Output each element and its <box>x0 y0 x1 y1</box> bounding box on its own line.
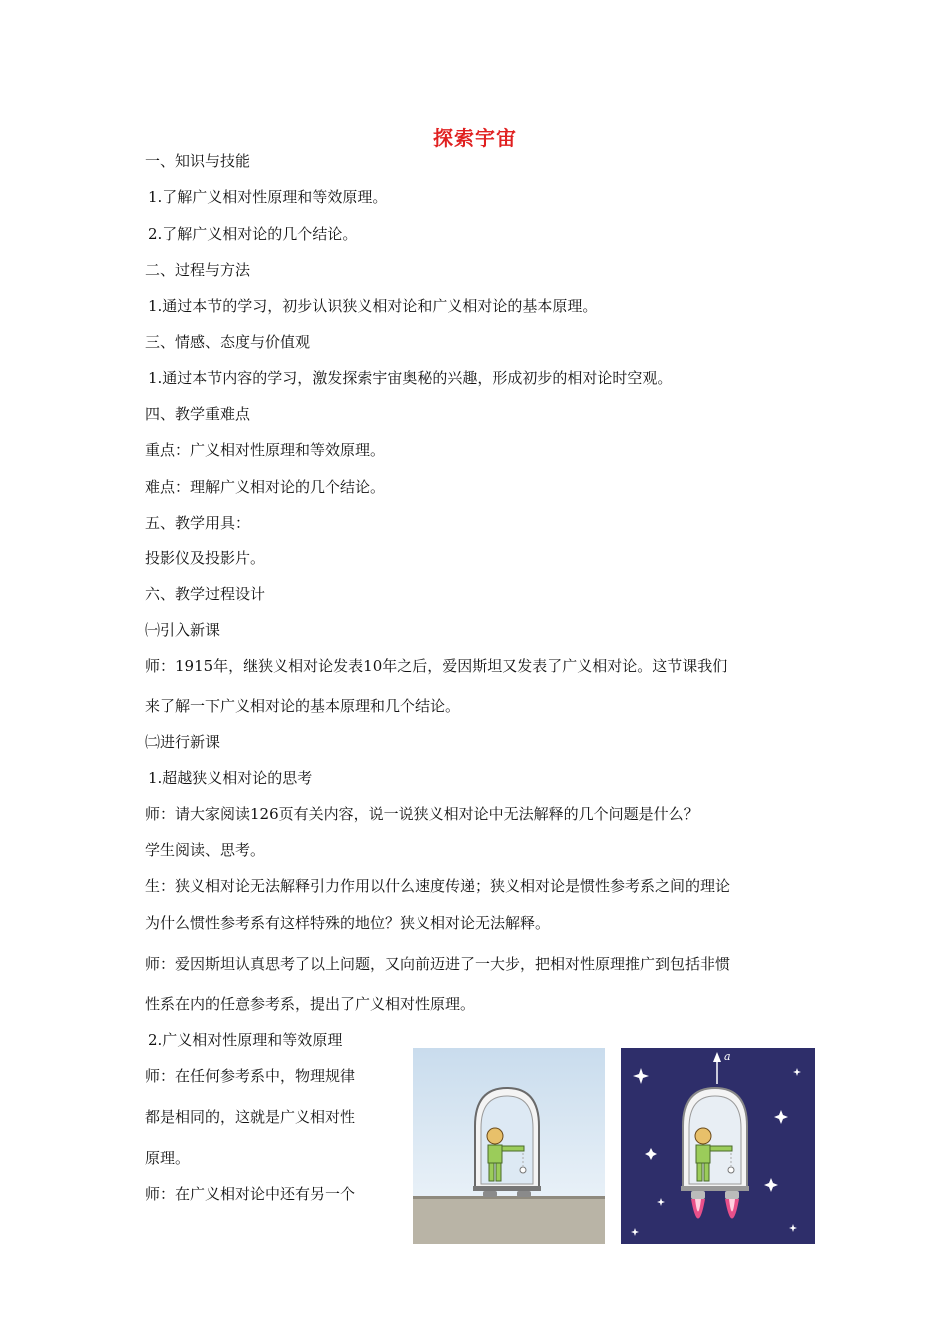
section-heading: 六、教学过程设计 <box>145 585 266 603</box>
paragraph: 投影仪及投影片。 <box>145 549 266 567</box>
paragraph: 性系在内的任意参考系，提出了广义相对性原理。 <box>145 995 476 1013</box>
paragraph: 来了解一下广义相对论的基本原理和几个结论。 <box>145 697 461 715</box>
section-heading: 一、知识与技能 <box>145 152 251 170</box>
subsection-heading: 2.广义相对性原理和等效原理 <box>148 1031 343 1049</box>
section-heading: 五、教学用具： <box>145 514 251 532</box>
acceleration-label: a <box>724 1050 731 1063</box>
section-heading: 四、教学重难点 <box>145 405 251 423</box>
paragraph: 1.了解广义相对性原理和等效原理。 <box>148 188 388 206</box>
paragraph: 1.通过本节内容的学习，激发探索宇宙奥秘的兴趣，形成初步的相对论时空观。 <box>148 369 673 387</box>
paragraph: 学生阅读、思考。 <box>145 841 266 859</box>
paragraph: 重点：广义相对性原理和等效原理。 <box>145 441 386 459</box>
ground-capsule-figure <box>413 1048 605 1244</box>
paragraph: 为什么惯性参考系有这样特殊的地位？狭义相对论无法解释。 <box>145 914 551 932</box>
paragraph: 1.超越狭义相对论的思考 <box>148 769 313 787</box>
paragraph: 都是相同的，这就是广义相对性 <box>145 1108 356 1126</box>
section-heading: 二、过程与方法 <box>145 261 251 279</box>
paragraph: 2.了解广义相对论的几个结论。 <box>148 225 358 243</box>
paragraph: 师：在任何参考系中，物理规律 <box>145 1067 356 1085</box>
section-heading: 三、情感、态度与价值观 <box>145 333 311 351</box>
paragraph: 师：请大家阅读126页有关内容，说一说狭义相对论中无法解释的几个问题是什么？ <box>145 805 699 823</box>
space-capsule-figure <box>621 1048 815 1244</box>
paragraph: 难点：理解广义相对论的几个结论。 <box>145 478 386 496</box>
paragraph: 1.通过本节的学习，初步认识狭义相对论和广义相对论的基本原理。 <box>148 297 598 315</box>
paragraph: 生：狭义相对论无法解释引力作用以什么速度传递；狭义相对论是惯性参考系之间的理论 <box>145 877 731 895</box>
subsection-heading: ㈠引入新课 <box>145 621 221 639</box>
paragraph: 师：1915年，继狭义相对论发表10年之后，爱因斯坦又发表了广义相对论。这节课我们 <box>145 657 728 675</box>
paragraph: 原理。 <box>145 1149 191 1167</box>
ground-capsule-illustration <box>413 1048 605 1244</box>
page-title: 探索宇宙 <box>433 126 517 150</box>
space-capsule-illustration <box>621 1048 815 1244</box>
paragraph: 师：在广义相对论中还有另一个 <box>145 1185 356 1203</box>
subsection-heading: ㈡进行新课 <box>145 733 221 751</box>
paragraph: 师：爱因斯坦认真思考了以上问题，又向前迈进了一大步，把相对性原理推广到包括非惯 <box>145 955 731 973</box>
